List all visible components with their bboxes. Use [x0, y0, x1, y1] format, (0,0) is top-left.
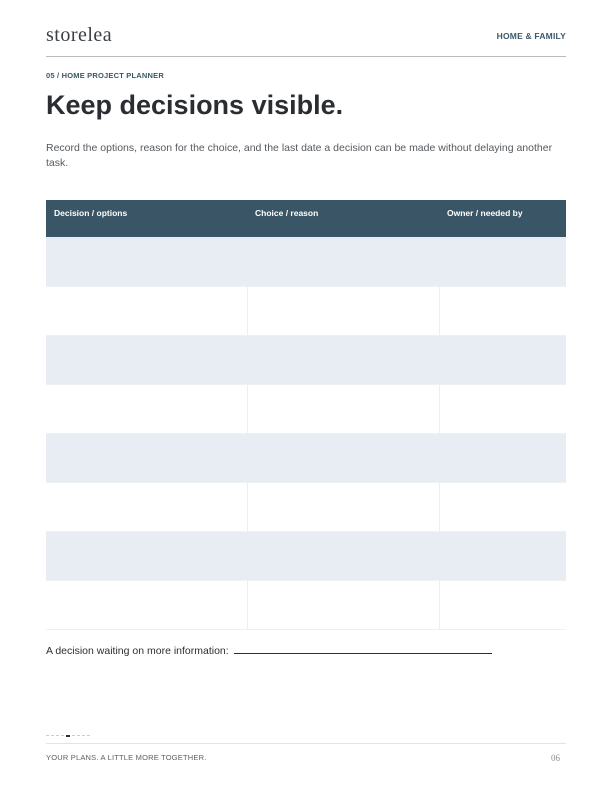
section-label: HOME & FAMILY — [496, 31, 566, 41]
pagination-dot — [82, 735, 85, 736]
pagination-dot — [46, 735, 49, 736]
choice-cell[interactable] — [247, 237, 439, 286]
page-intro: Record the options, reason for the choice, and the last date a decision can be made without delaying another task. — [46, 142, 553, 169]
pagination-dot — [61, 735, 64, 736]
table-row — [46, 531, 566, 580]
pagination-dot — [72, 735, 75, 736]
owner-cell[interactable] — [439, 433, 566, 482]
pending-decision-label: A decision waiting on more information: — [46, 645, 229, 657]
page-title: Keep decisions visible. — [46, 90, 344, 120]
pending-decision-line — [46, 643, 492, 657]
page-kicker: 05 / HOME PROJECT PLANNER — [46, 71, 164, 80]
decision-cell[interactable] — [46, 580, 247, 629]
column-header-choice: Choice / reason — [247, 200, 439, 237]
decision-table — [46, 200, 566, 630]
decision-cell[interactable] — [46, 433, 247, 482]
owner-cell[interactable] — [439, 384, 566, 433]
pagination-dots — [46, 735, 90, 737]
owner-cell[interactable] — [439, 286, 566, 335]
footer-tagline: YOUR PLANS. A LITTLE MORE TOGETHER. — [46, 753, 207, 762]
pagination-dot — [56, 735, 59, 736]
decision-cell[interactable] — [46, 482, 247, 531]
table-row — [46, 482, 566, 531]
table-row — [46, 237, 566, 286]
choice-cell[interactable] — [247, 384, 439, 433]
brand-logo: storelea — [46, 24, 113, 46]
header-divider — [46, 56, 566, 57]
owner-cell[interactable] — [439, 580, 566, 629]
choice-cell[interactable] — [247, 580, 439, 629]
owner-cell[interactable] — [439, 237, 566, 286]
table-body — [46, 237, 566, 629]
decision-cell[interactable] — [46, 531, 247, 580]
pagination-dot — [87, 735, 90, 736]
decision-cell[interactable] — [46, 384, 247, 433]
decision-cell[interactable] — [46, 237, 247, 286]
table-header-row — [46, 200, 566, 237]
column-header-decision: Decision / options — [46, 200, 247, 237]
pending-decision-blank[interactable] — [234, 643, 492, 654]
table-row — [46, 433, 566, 482]
page-number: 06 — [551, 753, 560, 763]
table-row — [46, 580, 566, 629]
pagination-dot — [66, 735, 70, 737]
owner-cell[interactable] — [439, 335, 566, 384]
pagination-dot — [77, 735, 80, 736]
table-row — [46, 335, 566, 384]
choice-cell[interactable] — [247, 482, 439, 531]
choice-cell[interactable] — [247, 286, 439, 335]
decision-cell[interactable] — [46, 335, 247, 384]
table-row — [46, 286, 566, 335]
choice-cell[interactable] — [247, 531, 439, 580]
footer-divider — [46, 743, 566, 744]
column-header-owner: Owner / needed by — [439, 200, 566, 237]
owner-cell[interactable] — [439, 531, 566, 580]
choice-cell[interactable] — [247, 433, 439, 482]
pagination-dot — [51, 735, 54, 736]
choice-cell[interactable] — [247, 335, 439, 384]
owner-cell[interactable] — [439, 482, 566, 531]
table-row — [46, 384, 566, 433]
decision-cell[interactable] — [46, 286, 247, 335]
